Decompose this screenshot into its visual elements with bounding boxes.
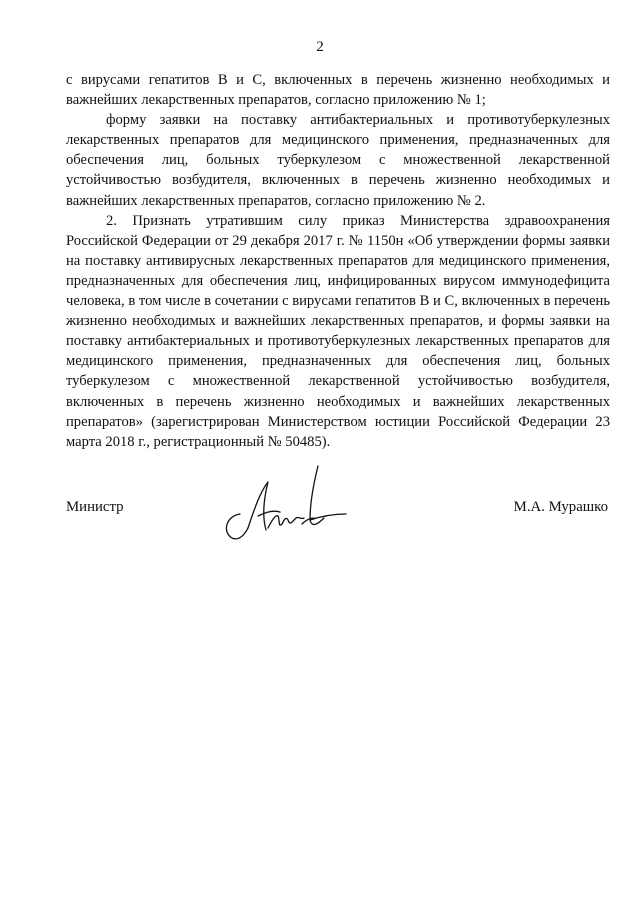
document-body [66,70,610,452]
paragraph-1: с вирусами гепатитов В и С, включенных в перечень жизненно необходимых и важнейших лекарственных препаратов, согласно приложению № 1; [66,72,610,109]
paragraph-2: форму заявки на поставку антибактериальных и противотуберкулезных лекарственных препаратов для медицинского применения, предназначенных для обеспечения лиц, больных туберкулезом с множественной лекарственной устойчивостью возбудителя, включенных в перечень жизненно необходимых и важнейших лекарственных препаратов, согласно приложению № 2. [66,112,610,209]
paragraph-3: 2. Признать утратившим силу приказ Министерства здравоохранения Российской Федерации от 29 декабря 2017 г. № 1150н «Об утверждении формы заявки на поставку антивирусных лекарственных препаратов для медицинского применения, предназначенных для обеспечения лиц, инфицированных вирусом иммунодефицита человека, в том числе в сочетании с вирусами гепатитов В и С, включенных в перечень жизненно необходимых и важнейших лекарственных препаратов, и формы заявки на поставку антибактериальных и противотуберкулезных лекарственных препаратов для медицинского применения, предназначенных для обеспечения лиц, больных туберкулезом с множественной лекарственной устойчивостью возбудителя, включенных в перечень жизненно необходимых и важнейших лекарственных препаратов» (зарегистрирован Министерством юстиции Российской Федерации 23 марта 2018 г., регистрационный № 50485). [66,212,610,450]
signatory-title: Министр [66,499,124,515]
signature-icon [218,458,358,542]
page-number: 2 [316,39,324,55]
signatory-name: М.А. Мурашко [513,499,608,515]
